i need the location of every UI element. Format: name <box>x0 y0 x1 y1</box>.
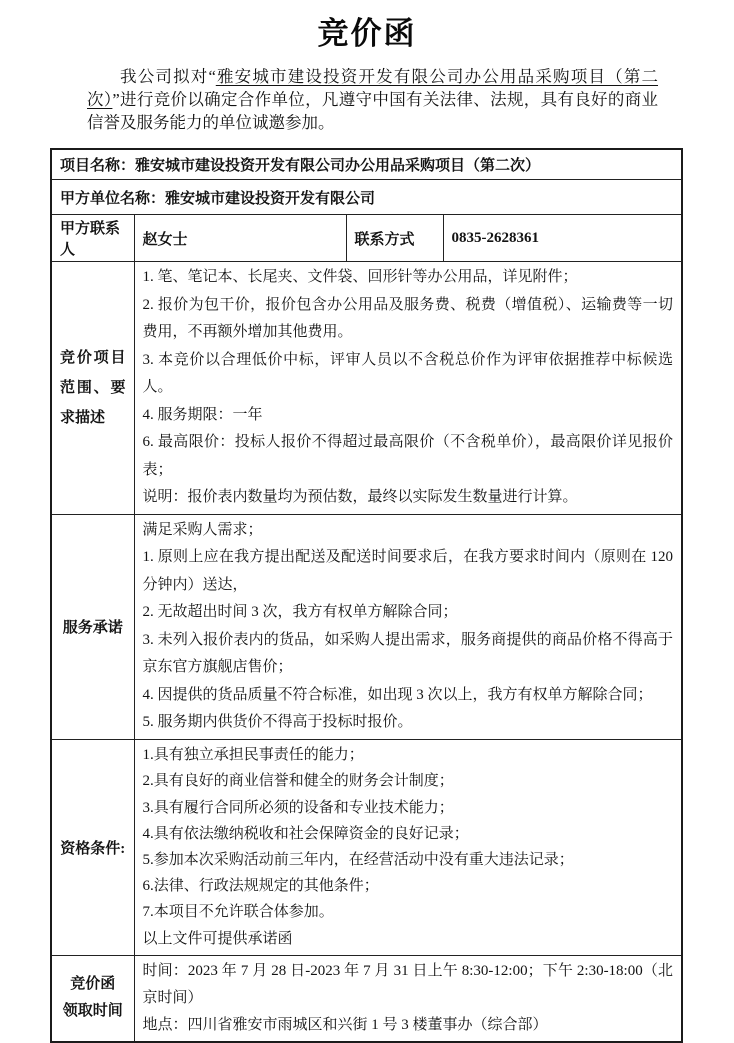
bidding-info-table <box>50 148 683 1043</box>
qualification-line: 3.具有履行合同所必须的设备和专业技术能力； <box>142 799 454 816</box>
intro-quote-open: “ <box>208 67 216 86</box>
qualification-line: 2.具有良好的商业信誉和健全的财务会计制度； <box>142 773 454 790</box>
scope-content-cell <box>134 262 682 515</box>
service-line: 1. 原则上应在我方提出配送及配送时间要求后，在我方要求时间内（原则在 120 分钟内）送达， <box>142 549 674 593</box>
pickup-place-line: 地点：四川省雅安市雨城区和兴街 1 号 3 楼董事办（综合部） <box>142 1016 548 1033</box>
pickup-label-cell <box>51 955 134 1042</box>
qualification-line: 以上文件可提供承诺函 <box>142 930 293 947</box>
scope-line: 3. 本竞价以合理低价中标，评审人员以不含税总价作为评审依据推荐中标候选人。 <box>142 351 674 395</box>
intro-lead: 我公司拟对 <box>120 67 209 86</box>
row-party-a-name <box>51 180 682 215</box>
scope-line: 6. 最高限价：投标人报价不得超过最高限价（不含税单价），最高限价详见报价表； <box>142 434 674 478</box>
pickup-content-cell <box>134 955 682 1042</box>
scope-line: 说明：报价表内数量均为预估数，最终以实际发生数量进行计算。 <box>142 489 578 505</box>
qualification-line: 7.本项目不允许联合体参加。 <box>142 904 334 921</box>
contact-phone-label-cell: 联系方式 <box>346 215 443 262</box>
pickup-label-line1: 竞价函 <box>70 976 116 992</box>
intro-paragraph <box>87 65 658 134</box>
row-scope <box>51 262 682 515</box>
contact-label-cell: 甲方联系人 <box>51 215 134 262</box>
service-line: 4. 因提供的货品质量不符合标准，如出现 3 次以上，我方有权单方解除合同； <box>142 686 653 703</box>
contact-phone-cell: 0835-2628361 <box>443 215 682 262</box>
row-qualification <box>51 739 682 955</box>
qualification-label-cell: 资格条件: <box>51 739 134 955</box>
qualification-content-cell <box>134 739 682 955</box>
service-line: 3. 未列入报价表内的货品，如采购人提出需求，服务商提供的商品价格不得高于京东官方旗舰店售价； <box>142 631 674 675</box>
intro-project-name-underlined: 雅安城市建设投资开发有限公司办公用品采购项目（第二次） <box>87 67 659 109</box>
service-line: 满足采购人需求； <box>142 521 263 538</box>
qualification-line: 1.具有独立承担民事责任的能力； <box>142 747 364 764</box>
qualification-line: 5.参加本次采购活动前三年内，在经营活动中没有重大违法记录； <box>142 852 574 868</box>
scope-label-cell: 竞价项目范围、要求描述 <box>51 262 134 515</box>
qualification-line: 6.法律、行政法规规定的其他条件； <box>142 878 379 895</box>
intro-rest: 进行竞价以确定合作单位，凡遵守中国有关法律、法规，具有良好的商业信誉及服务能力的单位诚邀参加。 <box>87 90 659 132</box>
intro-quote-close: ” <box>112 90 120 109</box>
party-a-name-cell: 甲方单位名称：雅安城市建设投资开发有限公司 <box>51 180 682 215</box>
row-service-promise <box>51 514 682 739</box>
scope-line: 4. 服务期限：一年 <box>142 406 263 423</box>
service-line: 2. 无故超出时间 3 次，我方有权单方解除合同； <box>142 604 458 620</box>
service-label-cell: 服务承诺 <box>51 514 134 739</box>
project-name-cell: 项目名称：雅安城市建设投资开发有限公司办公用品采购项目（第二次） <box>51 149 682 180</box>
service-content-cell <box>134 514 682 739</box>
contact-name-cell: 赵女士 <box>134 215 346 262</box>
pickup-time-line: 时间：2023 年 7 月 28 日-2023 年 7 月 31 日上午 8:30-12:00；下午 2:30-18:00（北京时间） <box>142 962 674 1006</box>
document-title: 竞价函 <box>317 16 417 51</box>
row-contact <box>51 215 682 262</box>
pickup-label-line2: 领取时间 <box>62 1003 123 1019</box>
scope-line: 1. 笔、笔记本、长尾夹、文件袋、回形针等办公用品，详见附件； <box>142 269 578 285</box>
row-project-name <box>51 149 682 180</box>
service-line: 5. 服务期内供货价不得高于投标时报价。 <box>142 714 413 730</box>
qualification-line: 4.具有依法缴纳税收和社会保障资金的良好记录； <box>142 825 469 842</box>
row-pickup-time <box>51 955 682 1042</box>
scope-line: 2. 报价为包干价，报价包含办公用品及服务费、税费（增值税）、运输费等一切费用，不再额外增加其他费用。 <box>142 296 674 340</box>
